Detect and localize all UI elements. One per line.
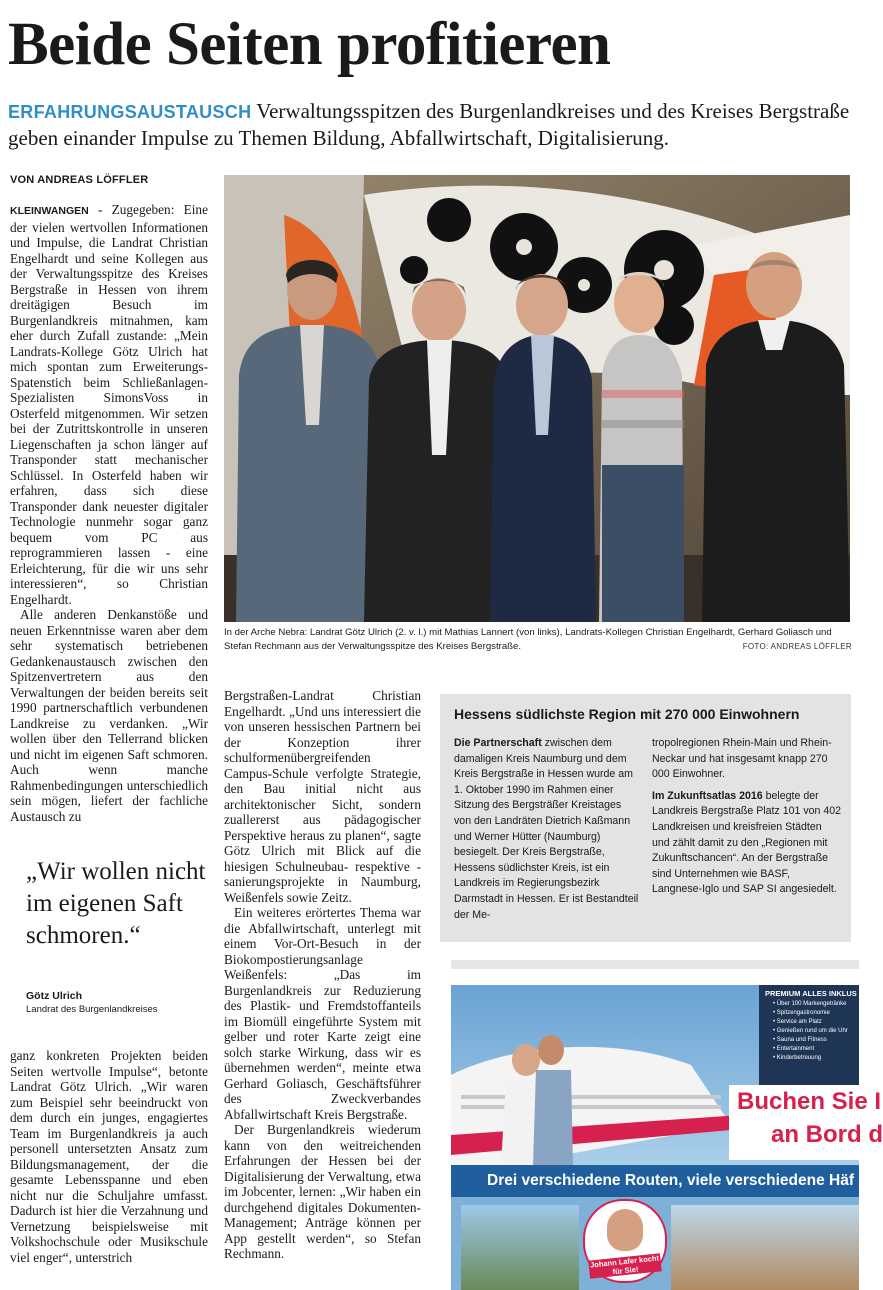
caption-text: In der Arche Nebra: Landrat Götz Ulrich (2. v. l.) mit Mathias Lannert (von links), Landrats-Kollegen Christian Engelhardt, Gerhard Goliasch und Stefan Rechmann aus der Verwaltungsspitze des Kreises Bergstraße. [224,627,832,652]
chef-face-icon [607,1209,643,1251]
headline: Beide Seiten profitieren [8,11,611,78]
info-paragraph: tropolregionen Rhein-Main und Rhein-Neckar und hat insgesamt knapp 270 000 Einwohner. [652,737,832,781]
ad-headline-1: Buchen Sie I [737,1088,882,1115]
ad-photo-city [671,1205,859,1290]
ad-premium-item: • Kinderbetreuung [773,1055,822,1061]
ad-premium-item: • Über 100 Markengetränke [773,1001,847,1007]
paragraph: ganz konkreten Projekten beiden Seiten wertvolle Impulse“, betonte Landrat Götz Ulrich. „Wir waren zum Beispiel sehr beeindruckt von dem durch ein junges, engagiertes Team im Burgenlandkreis ja auch personell untersetzten Ansatz zum Bildungsmanagement, der die gesamte Lebensspanne und eben nicht nur die Schuljahre umfasst. Dadurch ist hier die Verzahnung und Vernetzung beispielsweise mit Volkshochschule oder Musikschule viel enger“, unterstrich [10,1048,208,1265]
article-column-1-bottom [10,1048,208,1265]
ad-premium-title: PREMIUM ALLES INKLUS [765,989,857,998]
info-text: zwischen dem damaligen Kreis Naumburg und dem Kreis Bergstraße in Hessen wurde am 1. Oktober 1990 im Rahmen einer Sitzung des Bergsträßer Kreistages von den Landräten Dietrich Kaßmann und Werner Hütter (Naumburg) besiegelt. Der Kreis Bergstraße, Hessens südlichster Kreis, ist ein Landkreis im Regierungsbezirk Darmstadt in Hessen. Er ist Bestandteil der Me- [454,737,639,921]
group-photo-image [224,175,850,622]
info-box-left-column [454,736,640,923]
pull-quote: „Wir wollen nicht im eigenen Saft schmoren.“ [26,858,206,949]
advertisement[interactable] [451,985,883,1290]
teaser-kicker: ERFAHRUNGSAUSTAUSCH [8,102,252,122]
ad-separator [451,960,859,969]
ad-chef-badge: Johann Lafer kocht für Sie! [588,1253,661,1278]
ad-photo-coast [461,1205,579,1290]
info-lead: Die Partnerschaft [454,737,542,749]
pull-quote-role: Landrat des Burgenlandkreises [26,1004,158,1015]
ad-headline-panel [729,1085,883,1160]
teaser [8,98,856,151]
info-box-right-column [652,736,842,898]
ad-chef-portrait [583,1199,667,1283]
article-column-2 [224,688,421,1262]
info-box-title: Hessens südlichste Region mit 270 000 Einwohnern [454,706,800,722]
ad-premium-item: • Genießen rund um die Uhr [773,1028,848,1034]
dateline: KLEINWANGEN [10,205,89,217]
ad-premium-item: • Spitzengastronomie [773,1010,830,1016]
ad-premium-item: • Service am Platz [773,1019,822,1025]
teaser-text: Verwaltungsspitzen des Burgenlandkreises und des Kreises Bergstraße geben einander Impulse zu Themen Bildung, Abfallwirtschaft, Digitalisierung. [8,99,850,150]
info-text: belegte der Landkreis Bergstraße Platz 101 von 402 Landkreisen und kreisfreien Städten und zählt damit zu den „Regionen mit Zukunftschancen“. An der Bergstraße sind Unternehmen wie BASF, Langnese-Iglo und SAP SI angesiedelt. [652,789,842,896]
info-paragraph [652,789,842,898]
paragraph: Ein weiteres erörtertes Thema war die Abfallwirtschaft, unterlegt mit einem Vor-Ort-Besuch in der Biokompostierungsanlage Weißenfels: „Das im Burgenlandkreis zur Reduzierung des Plastik- und Fremdstoffanteils im Biomüll eingeführte System mit gelber und roter Karte zeigt eine solch starke Wirkung, dass wir es übernehmen werden“, meinte etwa Gerhard Goliasch, Geschäftsführer des Zweckverbandes Abfallwirtschaft Kreis Bergstraße. [224,905,421,1122]
paragraph: Bergstraßen-Landrat Christian Engelhardt. „Und uns interessiert die von unseren hessischen Partnern bei der Konzeption ihrer schulformenübergreifenden Campus-Schule verfolgte Strategie, den Bau initial nicht aus architektonischer Sicht, sondern zuallererst aus pädagogischer Perspektive heraus zu planen“, sagte Götz Ulrich mit Blick auf die hiesigen Schulneubau- respektive -sanierungsprojekte in Naumburg, Weißenfels sowie Zeitz. [224,688,421,905]
article-photo [224,175,850,622]
ad-premium-list [759,1000,859,1063]
paragraph: Der Burgenlandkreis wiederum kann von den weitreichenden Erfahrungen der Hessen bei der Digitalisierung der Verwaltung, etwa im Jobcenter, lernen: „Wir haben ein durchgehend digitales Dokumenten-Management; Anträge können per App gestellt werden“, so Stefan Rechmann. [224,1122,421,1261]
paragraph: Alle anderen Denkanstöße und neuen Erkenntnisse waren aber dem sehr systematisch betriebenen Gedankenaustausch zwischen den Spitzenvertretern aus den Verwaltungen der beiden bereits seit 1990 partnerschaftlich verbundenen Landkreise zu verdanken. „Wir wollen über den Tellerrand blicken und nicht im eigenen Saft schmoren. Auch wenn manche Rahmenbedingungen unterschiedlich sein mögen, liefert der fachliche Austausch zu [10,607,208,824]
info-paragraph [454,736,640,923]
info-lead: Im Zukunftsatlas 2016 [652,789,763,802]
cruise-ship-image [451,1005,751,1175]
photo-caption [224,626,852,654]
paragraph [10,202,208,607]
info-box [440,694,851,942]
ad-premium-item: • Entertainment [773,1046,815,1052]
ad-banner: Drei verschiedene Routen, viele verschiedene Häf [451,1165,859,1197]
pull-quote-name: Götz Ulrich [26,990,83,1002]
photo-credit: FOTO: ANDREAS LÖFFLER [742,642,852,651]
article-column-1-top [10,202,208,824]
ad-premium-item: • Sauna und Fitness [773,1037,827,1043]
ad-headline-2: an Bord d [771,1121,883,1148]
paragraph-text: - Zugegeben: Eine der vielen wertvollen Informationen und Impulse, die Landrat Christian Engelhardt und seine Kollegen aus der Verwaltungsspitze des Kreises Bergstraße in Hessen von ihrem dreitägigen Besuch im Burgenlandkreis mitnahmen, kam eher durch Zufall zustande: „Mein Landrats-Kollege Götz Ulrich hat mich spontan zum Erweiterungs-Spatenstich beim Schließanlagen-Spezialisten SimonsVoss in Osterfeld mitgenommen. Wir setzen bei der Zutrittskontrolle in unseren Liegenschaften ja schon länger auf Transponder statt mechanischer Schlüssel. In Osterfeld haben wir erfahren, dass sich diese Transponder dank neuester digitaler Technologie nunmehr sogar ganz bequem vom PC aus reprogrammieren lassen - eine Erleichterung, für die wir uns sehr interessieren“, so Christian Engelhardt. [10,202,208,607]
author-byline: VON ANDREAS LÖFFLER [10,174,149,186]
